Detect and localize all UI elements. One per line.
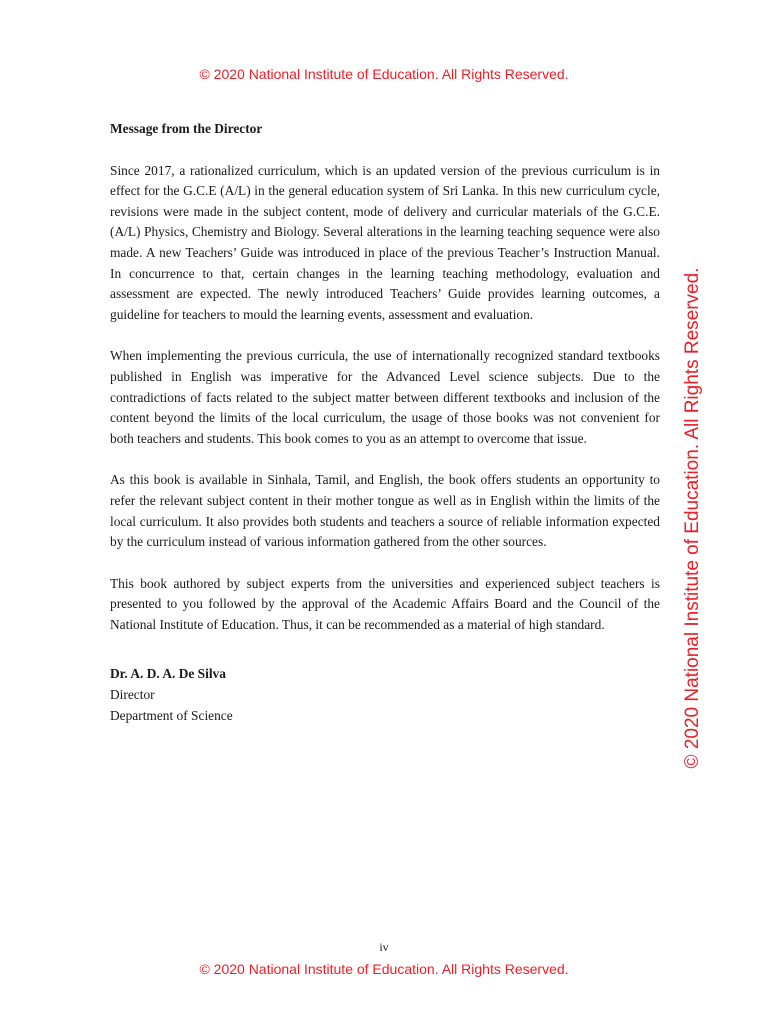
- signature-block: [110, 664, 660, 726]
- paragraph-1: Since 2017, a rationalized curriculum, which is an updated version of the previous curriculum is in effect for the G.C.E (A/L) in the general education system of Sri Lanka. In this new curriculum cycle, revisions were made in the subject content, mode of delivery and curricular materials of the G.C.E. (A/L) Physics, Chemistry and Biology. Several alterations in the learning teaching sequence were also made. A new Teachers’ Guide was introduced in place of the previous Teacher’s Instruction Manual. In concurrence to that, certain changes in the learning teaching methodology, evaluation and assessment are expected. The newly introduced Teachers’ Guide provides learning outcomes, a guideline for teachers to mould the learning events, assessment and evaluation.: [110, 162, 660, 322]
- signature-department: Department of Science: [110, 707, 233, 723]
- copyright-notice-bottom: © 2020 National Institute of Education. All Rights Reserved.: [199, 961, 569, 977]
- copyright-notice-top: © 2020 National Institute of Education. All Rights Reserved.: [199, 66, 569, 82]
- paragraph-4: This book authored by subject experts from the universities and experienced subject teachers is presented to you followed by the approval of the Academic Affairs Board and the Council of the National Institute of Education. Thus, it can be recommended as a material of high standard.: [110, 575, 660, 632]
- signature-title: Director: [110, 687, 155, 703]
- copyright-notice-side: © 2020 National Institute of Education. All Rights Reserved.: [682, 267, 703, 769]
- paragraph-3: As this book is available in Sinhala, Tamil, and English, the book offers students an opportunity to refer the relevant subject content in their mother tongue as well as in English within the limits of the local curriculum. It also provides both students and teachers a source of reliable information expected by the curriculum instead of various information gathered from the other sources.: [110, 472, 660, 550]
- message-body: [110, 119, 660, 726]
- signature-name: Dr. A. D. A. De Silva: [110, 666, 226, 682]
- page-title: Message from the Director: [110, 121, 263, 136]
- page-number: iv: [379, 940, 389, 954]
- paragraph-2: When implementing the previous curricula, the use of internationally recognized standard textbooks published in English was imperative for the Advanced Level science subjects. Due to the contradictions of facts related to the subject matter between different textbooks and inclusion of the content beyond the limits of the local curriculum, the usage of those books was not convenient for both teachers and students. This book comes to you as an attempt to overcome that issue.: [110, 348, 660, 446]
